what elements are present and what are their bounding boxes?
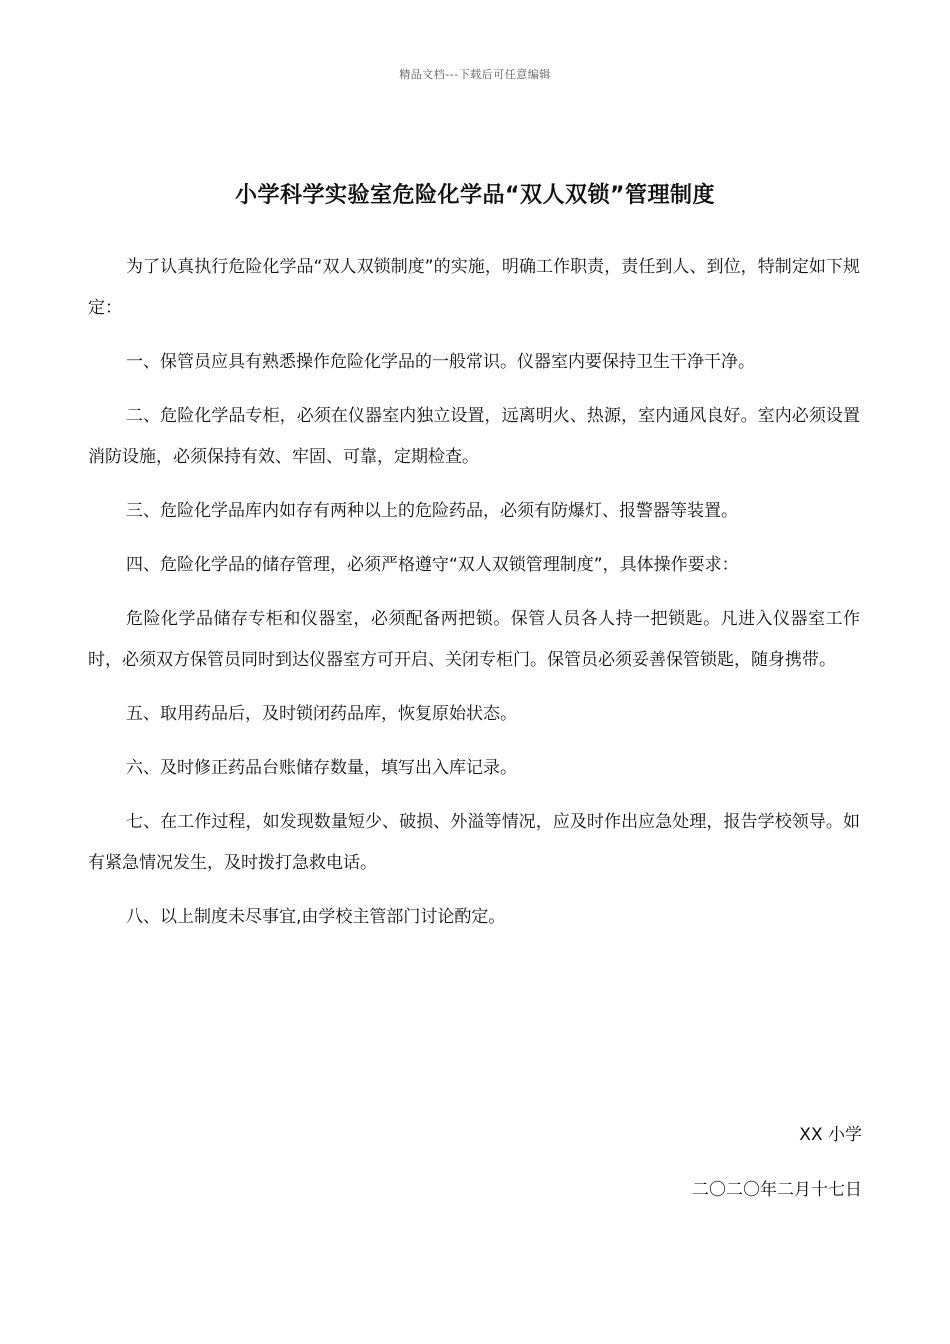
paragraph-rule-3: 三、危险化学品库内如存有两种以上的危险药品，必须有防爆灯、报警器等装置。 bbox=[126, 501, 738, 521]
signature-block bbox=[692, 1118, 862, 1207]
signature-org: XX 小学 bbox=[799, 1125, 862, 1145]
paragraph-rule-4-detail: 危险化学品储存专柜和仪器室，必须配备两把锁。保管人员各人持一把锁匙。凡进入仪器室工作时，必须双方保管员同时到达仪器室方可开启、关闭专柜门。保管员必须妥善保管锁匙，随身携带。 bbox=[88, 609, 860, 670]
paragraph-rule-6: 六、及时修正药品台账储存数量，填写出入库记录。 bbox=[126, 758, 517, 778]
signature-date: 二〇二〇年二月十七日 bbox=[692, 1180, 862, 1200]
header-note: 精品文档---下载后可任意编辑 bbox=[399, 68, 551, 81]
paragraph-rule-8: 八、以上制度未尽事宜,由学校主管部门讨论酌定。 bbox=[126, 907, 506, 927]
paragraph-rule-4: 四、危险化学品的储存管理，必须严格遵守“双人双锁管理制度”，具体操作要求： bbox=[126, 555, 739, 575]
paragraph-rule-1: 一、保管员应具有熟悉操作危险化学品的一般常识。仪器室内要保持卫生干净干净。 bbox=[126, 352, 755, 372]
paragraph-rule-7: 七、在工作过程，如发现数量短少、破损、外溢等情况，应及时作出应急处理，报告学校领导。如有紧急情况发生，及时拨打急救电话。 bbox=[88, 812, 860, 873]
paragraph-rule-5: 五、取用药品后，及时锁闭药品库，恢复原始状态。 bbox=[126, 704, 517, 724]
paragraph-intro: 为了认真执行危险化学品“双人双锁制度”的实施，明确工作职责，责任到人、到位，特制定如下规定： bbox=[88, 257, 860, 318]
document-body bbox=[88, 247, 860, 951]
document-title: 小学科学实验室危险化学品“双人双锁”管理制度 bbox=[235, 183, 715, 208]
paragraph-rule-2: 二、危险化学品专柜，必须在仪器室内独立设置，远离明火、热源，室内通风良好。室内必须设置消防设施，必须保持有效、牢固、可靠，定期检查。 bbox=[88, 406, 860, 467]
